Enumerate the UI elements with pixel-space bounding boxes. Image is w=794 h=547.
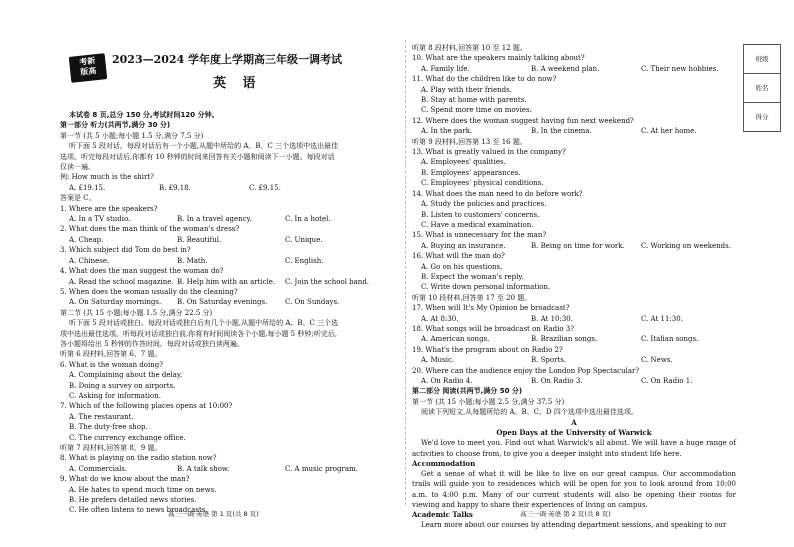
section2-heading: 第二节 (共 15 小题;每小题 1.5 分,满分 22.5 分) (60, 308, 213, 317)
passage-paragraph-3: Learn more about our courses by attending department sessions, and speaking to our (421, 521, 727, 530)
question-6: 6. What is the woman doing? A. Complaining about the delay. B. Doing a survey on airports. C. Asking for information. (60, 360, 183, 400)
exam-info: 本试卷 8 页,总分 150 分,考试时间120 分钟。 (69, 111, 219, 119)
publisher-logo: 考新 版高 (69, 53, 108, 83)
listen-note-6: 听第 6 段材料,回答第 6、7 题。 (60, 350, 162, 359)
listen-note-10: 听第 10 段材料,回答第 17 至 20 题。 (412, 293, 532, 302)
example-question: 例: How much is the shirt? (60, 173, 154, 182)
question-4: 4. What does the man suggest the woman do? A. Read the school magazine. B. Help him with an article. C. Join the school band. (60, 267, 370, 286)
listen-note-9: 听第 9 段材料,回答第 13 至 16 题。 (412, 137, 527, 146)
question-9: 9. What do we know about the man? A. He hates to spend much time on news. B. He prefers detailed news stories. C. He often listens to news broadcasts. (60, 475, 217, 515)
passage-paragraph-1: We'd love to meet you. Find out what Warwick's all about. We will have a huge range of activities to choose from, to give you a deeper insight into student life here. (412, 439, 736, 458)
left-column: 本试卷 8 页,总分 150 分,考试时间120 分钟。 第一部分 听力(共两节,满分 30 分) 第一节 (共 5 小题;每小题 1.5 分,满分 7.5 分) 听下面 5 段对话。每段对话后有一个小题,从题中所给的 A、B、C 三个选项中选出最佳 选项。听完每段对话后,你都有 10 秒钟的时间来回答有关小题和阅读下一小题。每段对话 仅读一遍。 例: How much is the shirt? A. £19.15. B. £9.18. C. £9.15. 答案是 C。 1. Where are the speakers? A. In a TV studio. B. In a travel agency. C. In a hotel. 2. What does the man think of the woman's dress? A. Cheap. B. Beautiful. C. Unique. 3. Which subject did Tom do best in? A. Chinese. B. Math. C. English. 4. What does the man suggest the woman do? A. Read the school magazine. B. Help him with an article. C. Join the school band. 5. When does the woman usually do the cleaning? A. On Saturday mornings. B. On Saturday evenings. C. On Sundays. 第二节 (共 15 小题;每小题 1.5 分,满分 22.5 分) 听下面 5 段对话或独白。每段对话或独白后有几个小题,从题中所给的 A、B、C 三个选 项中选出最佳选项。听每段对话或独白前,你将有时间阅读各个小题,每小题 5 秒钟;听完后, 各小题将给出 5 秒钟的作答时间。每段对话或独白读两遍。 听第 6 段材料,回答第 6、7 题。 6. What is the woman doing? A. Complaining about the delay. B. Doing a survey on airports. C. Asking for information. 7. Which of the following places opens at 10:00? A. The restaurant. B. The duty-free shop. C. The currency exchange office. 听第 7 段材料,回答第 8、9 题。 8. What is playing on the radio station now? A. Commercials. B. A talk show. C. A music program. 9. What do we know about the man? A. He hates to spend much time on news. B. He prefers detailed news stories. C. He often listens to news broadcasts. (60, 0, 398, 516)
reading-directions: 阅读下列短文,从每题所给的 A、B、C、D 四个选项中选出最佳选项。 (421, 408, 638, 417)
part2-heading: 第二部分 阅读(共两节,满分 50 分) (412, 387, 523, 396)
right-column (412, 0, 736, 531)
name-field[interactable]: 姓名 (743, 73, 781, 102)
subject-heading: 英 语 (213, 76, 262, 91)
example-options: A. £19.15. B. £9.18. C. £9.15. (69, 183, 281, 192)
question-8: 8. What is playing on the radio station now? A. Commercials. B. A talk show. C. A music program. (60, 454, 358, 473)
example-answer: 答案是 C。 (60, 194, 96, 203)
question-18: 18. What songs will be broadcast on Radio 3? A. American songs. B. Brazilian songs. C. Italian songs. (412, 324, 699, 344)
passage-paragraph-2: Get a sense of what it will be like to live on our great campus. Our accommodation trails will guide you to residences which will be open for you to look around from 10:00 a.m. to 4:00 p.m. Many of our current students will also be opening their rooms for viewing and happy to share their experiences of living on campus. (412, 470, 736, 509)
score-field[interactable]: 得分 (743, 102, 781, 132)
exam-title: 2023—2024 学年度上学期高三年级一调考试 (112, 53, 343, 66)
listen-note-7: 听第 7 段材料,回答第 8、9 题。 (60, 444, 162, 452)
question-17: 17. When will It's My Opinion be broadcast? A. At 8:30. B. At 10:30. C. At 11:30. (412, 304, 683, 323)
part1-heading: 第一部分 听力(共两节,满分 30 分) (60, 121, 171, 130)
question-19: 19. What's the program about on Radio 2? A. Music. B. Sports. C. News. (412, 345, 673, 365)
class-field[interactable]: 班级 (743, 44, 781, 73)
passage-letter: A (571, 417, 577, 427)
question-13: 13. What is greatly valued in the company? A. Employees' qualities. B. Employees' appearances. C. Employees' physical conditions. (412, 148, 566, 188)
heading-academic-talks: Academic Talks (412, 510, 473, 520)
page-footer-left: 高三一调·英语 第 1 页(共 8 页) (168, 510, 259, 518)
question-1: 1. Where are the speakers? A. In a TV studio. B. In a travel agency. C. In a hotel. (60, 204, 331, 224)
section1-heading: 第一节 (共 5 小题;每小题 1.5 分,满分 7.5 分) (60, 131, 204, 140)
student-info-box (743, 44, 781, 132)
question-5: 5. When does the woman usually do the cleaning? A. On Saturday mornings. B. On Saturday evenings. C. On Sundays. (60, 287, 340, 307)
reading-section1-heading: 第一节 (共 15 小题;每小题 2.5 分,满分 37.5 分) (412, 397, 565, 406)
question-3: 3. Which subject did Tom do best in? A. Chinese. B. Math. C. English. (60, 246, 324, 265)
question-15: 15. What is unnecessary for the man? A. Buying an insurance. B. Being on time for work. C. Working on weekends. (412, 231, 731, 250)
section2-directions: 听下面 5 段对话或独白。每段对话或独白后有几个小题,从题中所给的 A、B、C 三个选 (69, 319, 339, 328)
question-14: 14. What does the man need to do before work? A. Study the policies and practices. B. Listen to customers' concerns. C. Have a medical examination. (412, 189, 583, 229)
page-footer-right: 高三一调·英语 第 2 页(共 8 页) (520, 510, 611, 518)
question-10: 10. What are the speakers mainly talking about? A. Family life. B. A weekend plan. C. Their new hobbies. (412, 54, 719, 73)
question-12: 12. Where does the woman suggest having fun next weekend? A. In the park. B. In the cinema. C. At her home. (412, 116, 697, 136)
section1-directions: 听下面 5 段对话。每段对话后有一个小题,从题中所给的 A、B、C 三个选项中选出最佳 (69, 142, 339, 151)
heading-accommodation: Accommodation (412, 458, 476, 468)
question-20: 20. Where can the audience enjoy the London Pop Spectacular? A. On Radio 4. B. On Radio 3. C. On Radio 1. (412, 366, 693, 385)
question-2: 2. What does the man think of the woman's dress? A. Cheap. B. Beautiful. C. Unique. (60, 225, 323, 244)
listen-note-8: 听第 8 段材料,回答第 10 至 12 题。 (412, 44, 527, 52)
column-divider (405, 40, 406, 505)
question-16: 16. What will the man do? A. Go on his questions. B. Expect the woman's reply. C. Write down personal information. (412, 252, 551, 292)
question-7: 7. Which of the following places opens at 10:00? A. The restaurant. B. The duty-free shop. C. The currency exchange office. (60, 402, 233, 442)
passage-title: Open Days at the University of Warwick (496, 428, 652, 438)
question-11: 11. What do the children like to do now? A. Play with their friends. B. Stay at home with parents. C. Spend more time on movies. (412, 75, 557, 115)
